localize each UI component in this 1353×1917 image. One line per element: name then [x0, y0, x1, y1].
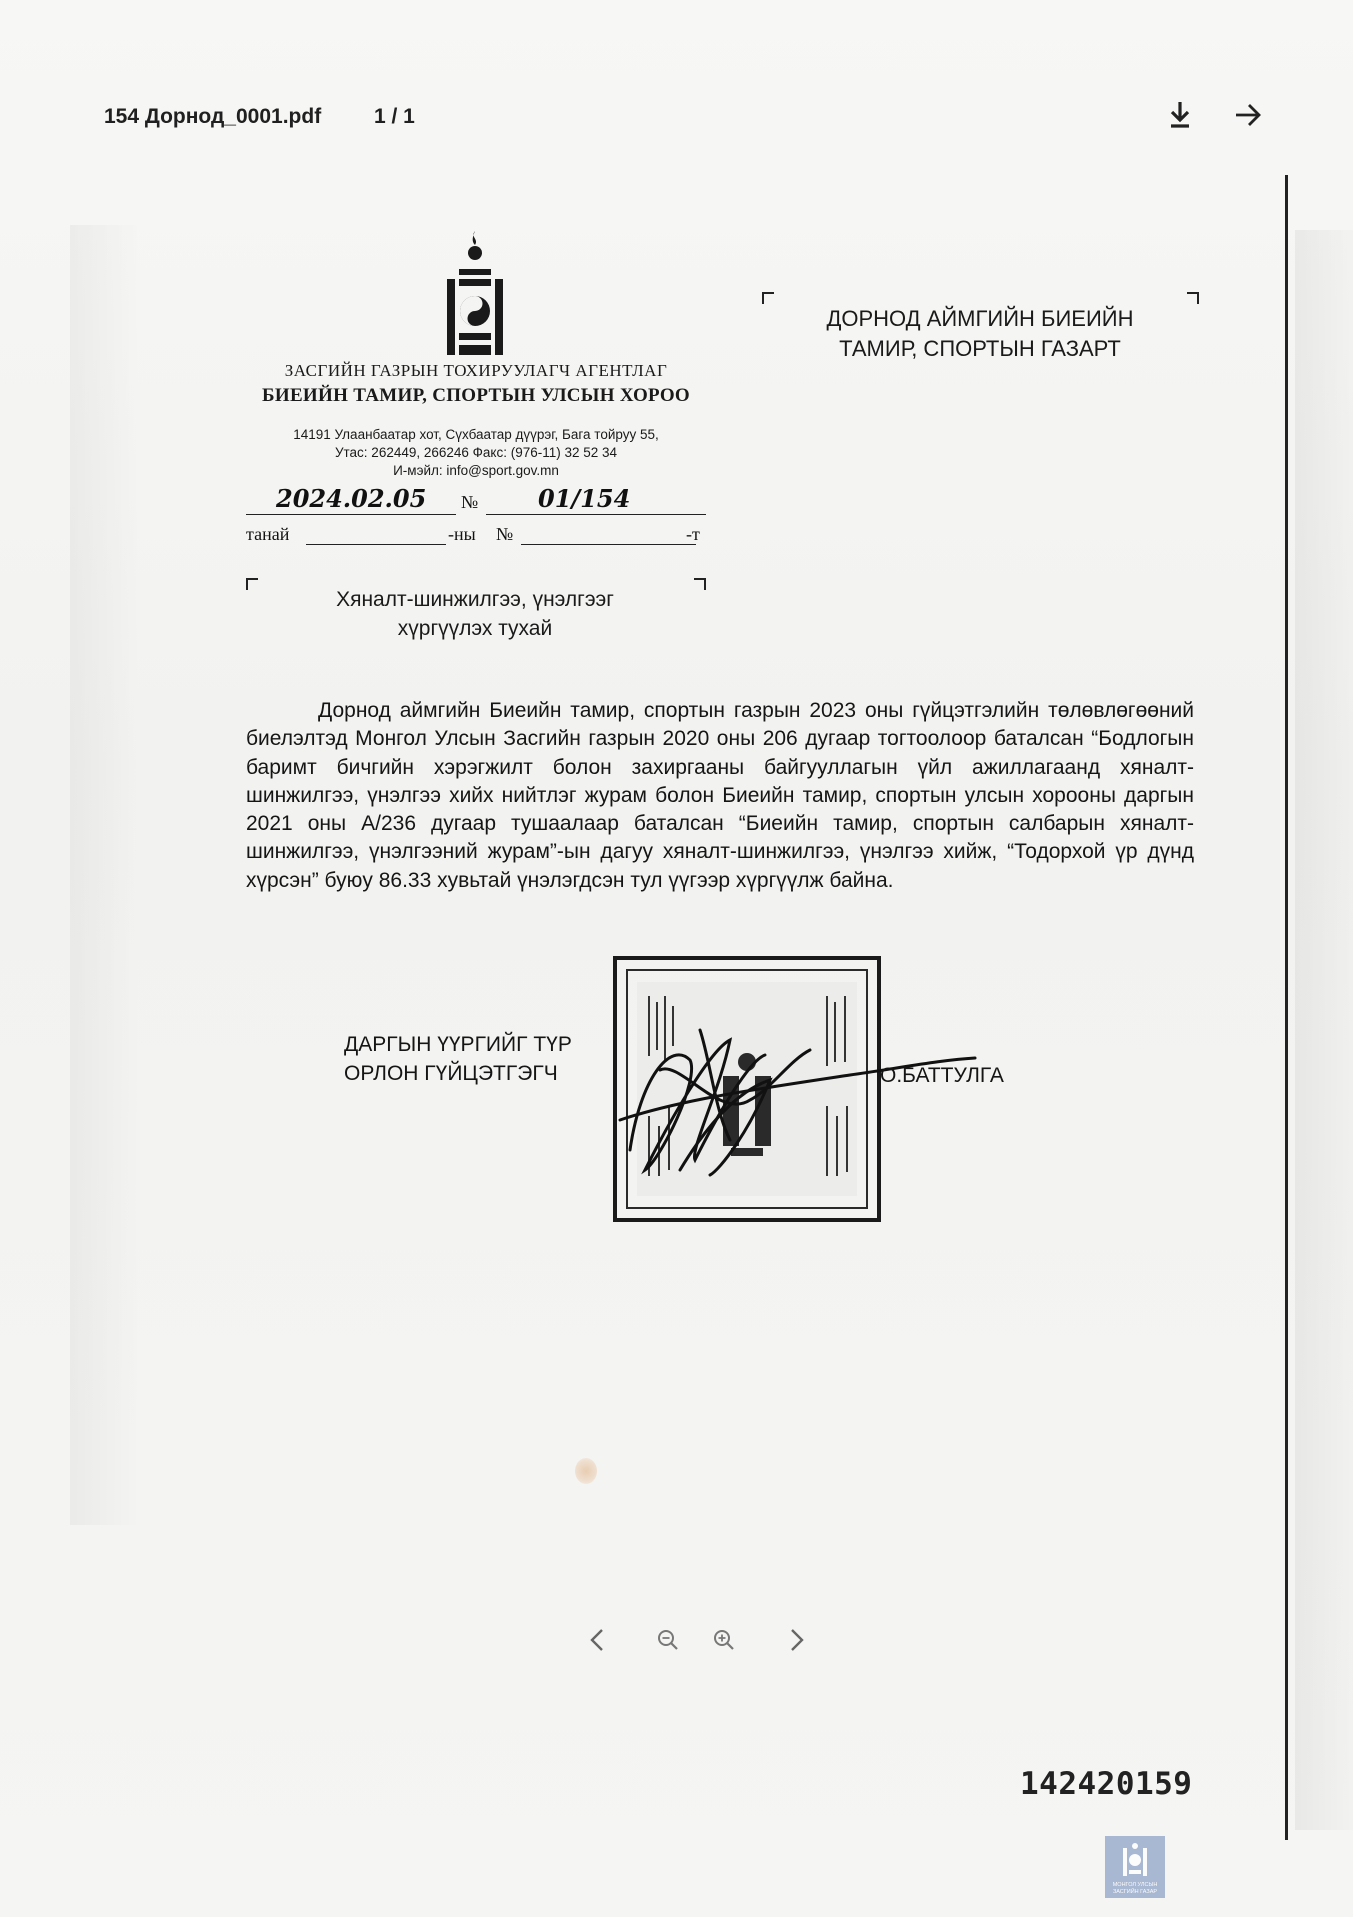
- recipient-line2: ТАМИР, СПОРТЫН ГАЗАРТ: [839, 336, 1121, 361]
- previous-page-button[interactable]: [578, 1622, 618, 1658]
- recipient-corner-mark: [762, 292, 774, 304]
- agency-email: И-мэйл: info@sport.gov.mn: [393, 463, 559, 478]
- signer-title-line2: ОРЛОН ГҮЙЦЭТГЭГЧ: [344, 1062, 558, 1085]
- government-logo: [1105, 1836, 1165, 1898]
- chevron-right-icon: [776, 1622, 816, 1658]
- agency-address: 14191 Улаанбаатар хот, Сүхбаатар дүүрэг, Бага тойруу 55,: [293, 427, 659, 442]
- subject-corner-mark: [246, 578, 258, 590]
- agency-phone: Утас: 262449, 266246 Факс: (976-11) 32 52 34: [334, 445, 618, 460]
- letter-number: 01/154: [538, 484, 631, 513]
- soyombo-logo-icon: [1105, 1840, 1165, 1880]
- subject-corner-mark: [694, 578, 706, 590]
- chevron-left-icon: [578, 1622, 618, 1658]
- number-label: №: [461, 492, 479, 512]
- reply-date-line: [306, 544, 446, 545]
- subject-line1: Хяналт-шинжилгээ, үнэлгээг: [336, 588, 614, 611]
- handwritten-signature: [600, 1000, 980, 1200]
- download-icon: [1160, 96, 1200, 134]
- scan-shadow: [1295, 230, 1353, 1830]
- subject-line2: хүргүүлэх тухай: [397, 617, 553, 640]
- next-page-button[interactable]: [776, 1622, 816, 1658]
- recipient-line1: ДОРНОД АЙМГИЙН БИЕИЙН: [826, 306, 1134, 331]
- t-label: -т: [686, 524, 700, 544]
- reply-number-line: [521, 544, 696, 545]
- logo-text-line1: МОНГОЛ УЛСЫН: [1112, 1882, 1158, 1888]
- reference-row: [246, 484, 706, 518]
- letter-date: 2024.02.05: [276, 484, 427, 513]
- viewer-toolbar: [0, 90, 1353, 138]
- zoom-out-button[interactable]: [648, 1622, 688, 1658]
- recipient-corner-mark: [1187, 292, 1199, 304]
- zoom-in-icon: [704, 1622, 744, 1658]
- page-indicator: 1 / 1: [374, 105, 415, 128]
- zoom-in-button[interactable]: [704, 1622, 744, 1658]
- tanai-label: танай: [246, 524, 290, 544]
- zoom-out-icon: [648, 1622, 688, 1658]
- ny-label: -ны: [448, 524, 476, 544]
- paper-stain: [575, 1458, 597, 1484]
- page-edge-line: [1285, 175, 1288, 1840]
- download-button[interactable]: [1160, 96, 1200, 134]
- signer-name: О.БАТТУЛГА: [880, 1064, 1004, 1087]
- file-name: 154 Дорнод_0001.pdf: [104, 105, 322, 128]
- agency-name-line1: ЗАСГИЙН ГАЗРЫН ТОХИРУУЛАГЧ АГЕНТЛАГ: [284, 361, 668, 380]
- date-underline: [246, 514, 456, 515]
- open-next-button[interactable]: [1228, 96, 1268, 134]
- document-registration-number: 142420159: [1020, 1766, 1193, 1802]
- reply-number-label: №: [496, 524, 514, 544]
- scan-shadow: [70, 225, 140, 1525]
- soyombo-emblem-icon: [441, 229, 509, 359]
- letter-body: Дорнод аймгийн Биеийн тамир, спортын газрын 2023 оны гүйцэтгэлийн төлөвлөгөөний биелэлтэд Монгол Улсын Засгийн газрын 2020 оны 206 дугаар тогтоолоор баталсан “Бодлогын баримт бичгийн хэрэгжилт болон захиргааны байгууллагын үйл ажиллагаанд хяналт-шинжилгээ, үнэлгээ хийх нийтлэг журам болон Биеийн тамир, спортын улсын хорооны даргын 2021 оны А/236 дугаар тушаалаар баталсан “Биеийн тамир, спортын салбарын хяналт-шинжилгээ, үнэлгээний журам”-ын дагуу хяналт-шинжилгээ, үнэлгээ хийж, “Тодорхой үр дүнд хүрсэн” буюу 86.33 хувьтай үнэлэгдсэн тул үүгээр хүргүүлж байна.: [246, 699, 1194, 892]
- logo-text-line2: ЗАСГИЙН ГАЗАР: [1112, 1889, 1158, 1895]
- reply-reference-row: [246, 520, 706, 550]
- arrow-right-icon: [1228, 96, 1268, 134]
- number-underline: [486, 514, 706, 515]
- agency-name-line2: БИЕИЙН ТАМИР, СПОРТЫН УЛСЫН ХОРОО: [262, 385, 690, 406]
- signer-title-line1: ДАРГЫН ҮҮРГИЙГ ТҮР: [344, 1033, 572, 1056]
